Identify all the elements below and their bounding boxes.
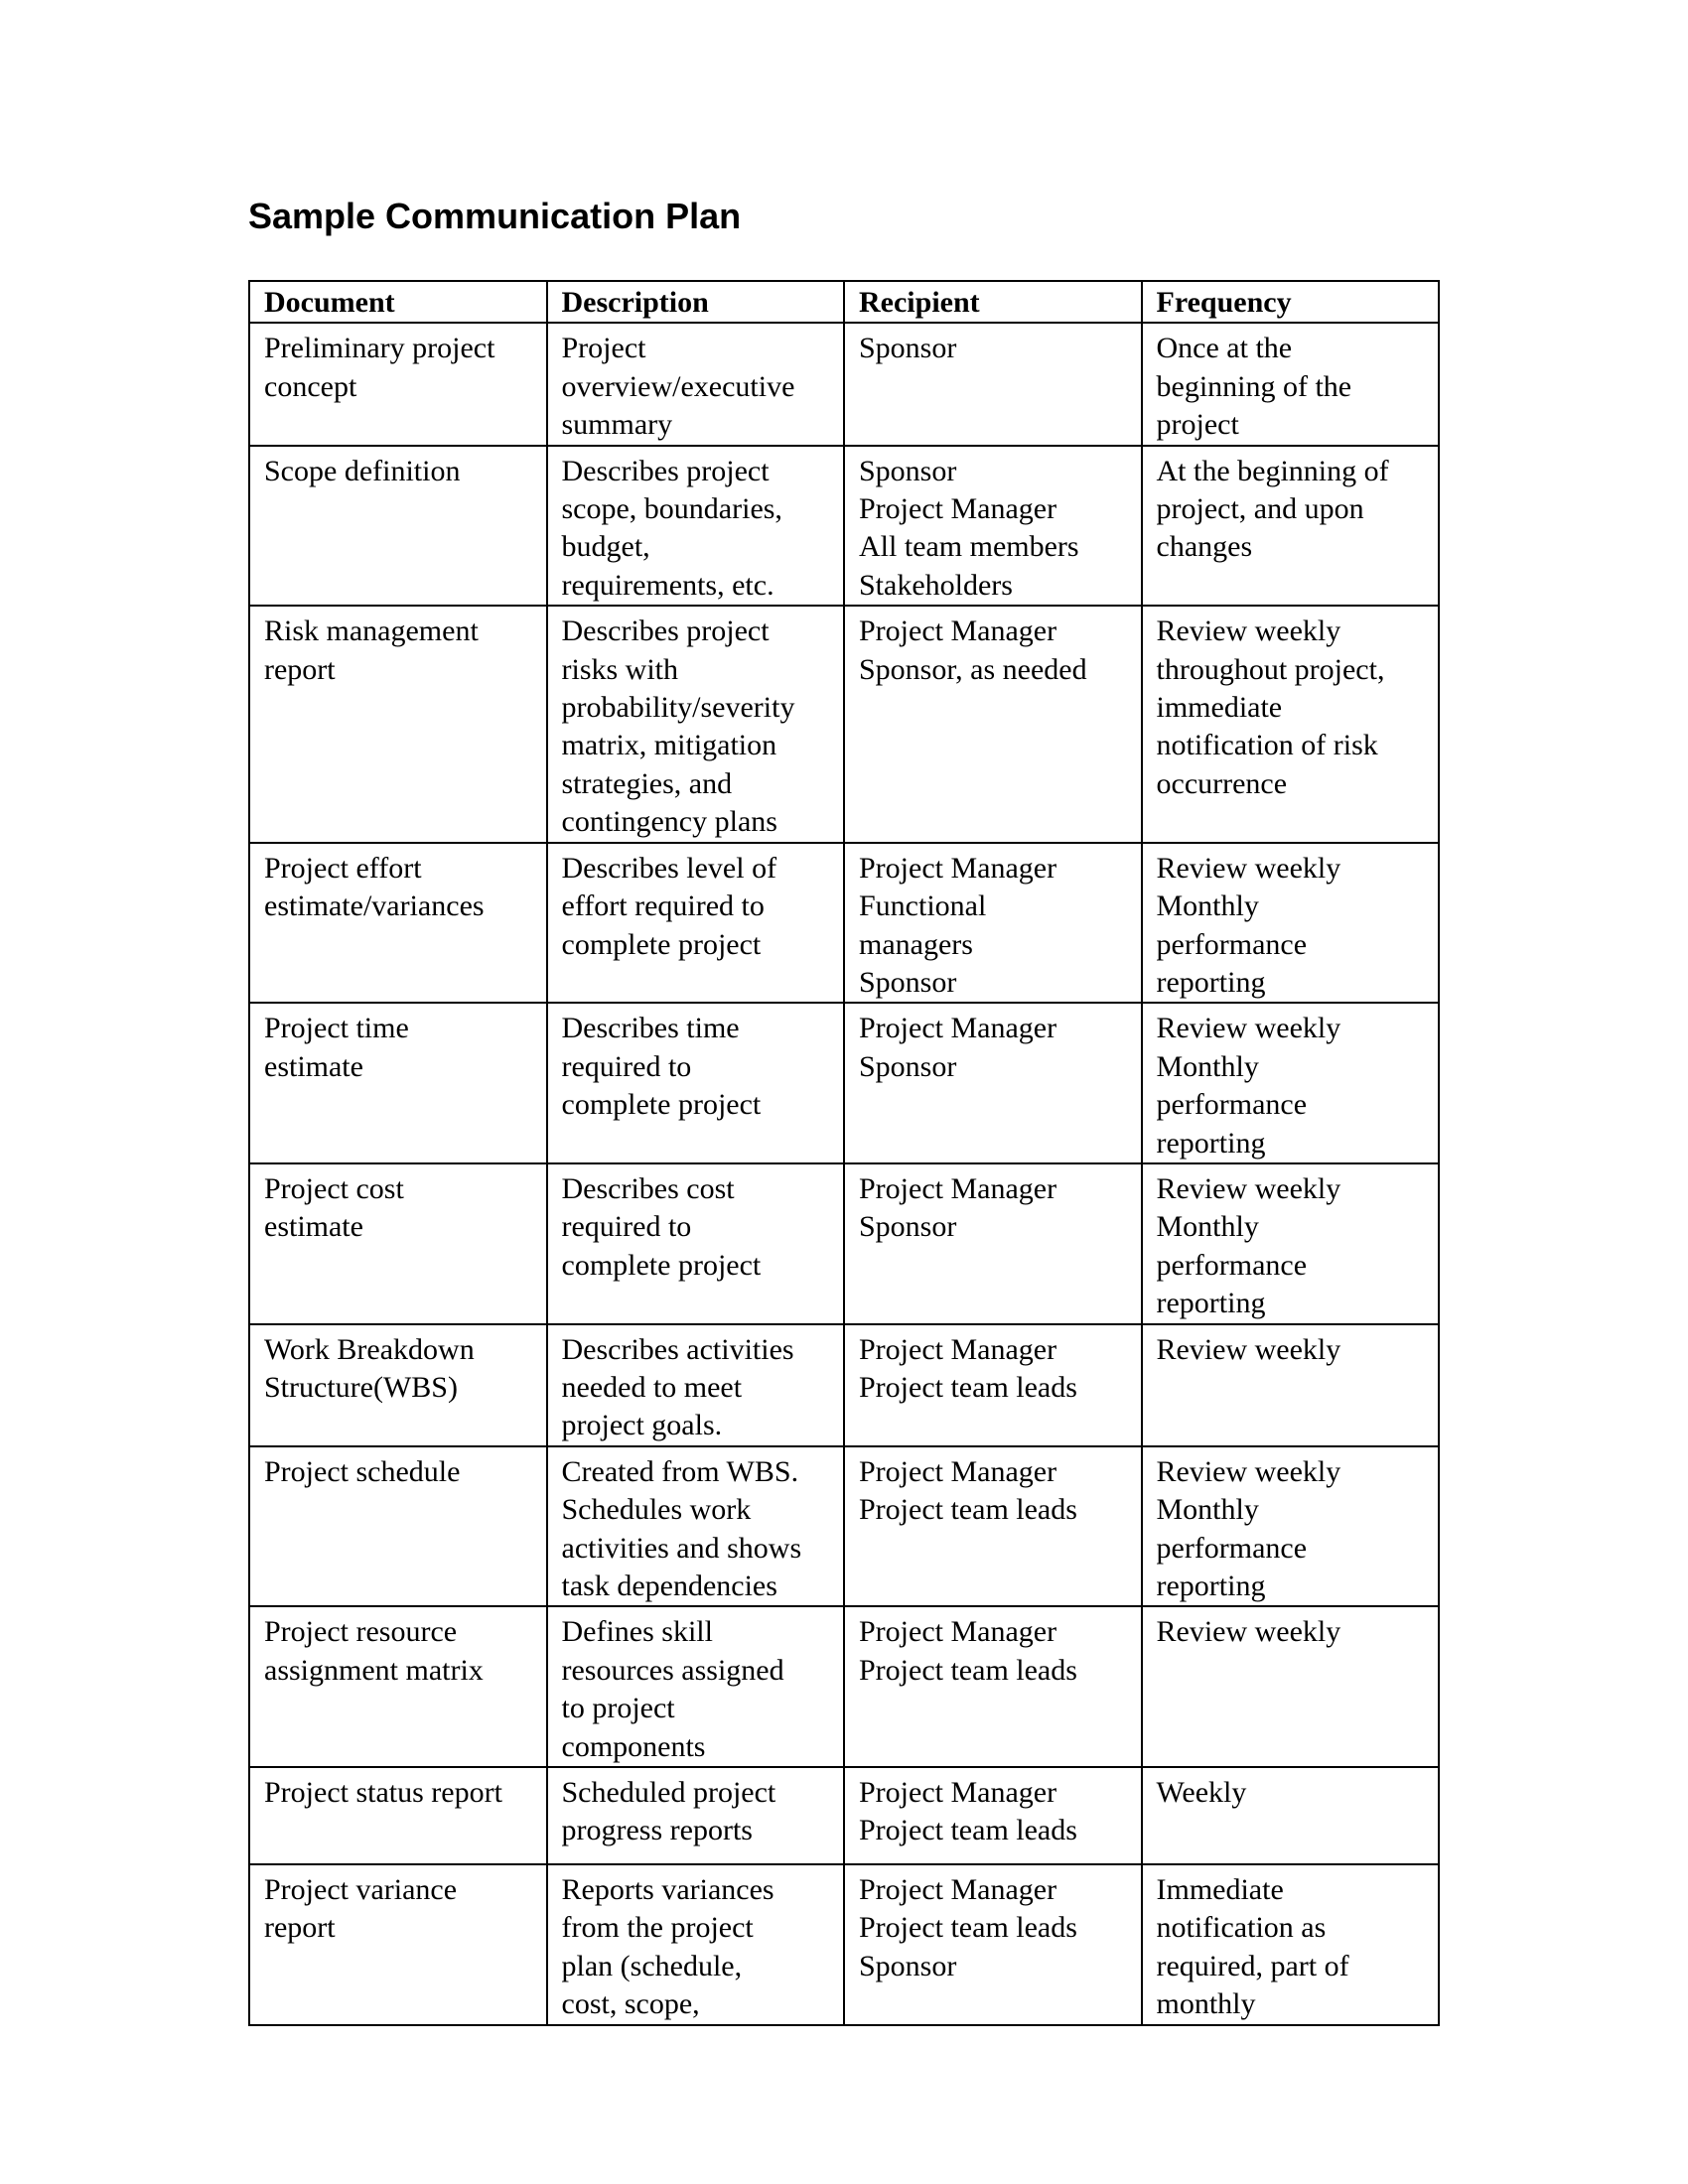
recipient-cell-line: Project Manager xyxy=(859,492,1057,526)
description-cell-line: risks with xyxy=(561,652,679,686)
frequency-cell-line: Immediate xyxy=(1156,1873,1284,1907)
description-cell-line: project goals. xyxy=(561,1409,723,1442)
frequency-cell xyxy=(1142,1003,1440,1163)
frequency-cell-line: monthly xyxy=(1156,1987,1256,2021)
table-row xyxy=(249,1606,1439,1767)
document-cell-line: Project status report xyxy=(264,1776,502,1810)
table-row xyxy=(249,446,1439,607)
description-cell-line: task dependencies xyxy=(561,1570,777,1602)
frequency-cell-line: Once at the xyxy=(1156,332,1293,365)
document-cell-line: report xyxy=(264,652,336,686)
description-cell-line: Describes project xyxy=(561,614,770,648)
document-cell-line: Risk management xyxy=(264,614,479,648)
frequency-cell-line: performance xyxy=(1156,1088,1308,1122)
table-row xyxy=(249,606,1439,842)
frequency-cell xyxy=(1142,606,1440,842)
frequency-cell-line: beginning of the xyxy=(1156,369,1352,403)
frequency-cell-line: reporting xyxy=(1156,1287,1266,1320)
description-cell-line: needed to meet xyxy=(561,1370,743,1404)
description-cell-line: progress reports xyxy=(561,1814,753,1847)
description-cell-line: effort required to xyxy=(561,889,765,923)
description-cell xyxy=(547,843,845,1004)
frequency-cell-line: immediate xyxy=(1156,691,1283,725)
recipient-cell xyxy=(844,446,1142,607)
frequency-cell xyxy=(1142,1767,1440,1864)
document-cell xyxy=(249,1864,547,2025)
document-cell xyxy=(249,1446,547,1607)
description-cell-line: plan (schedule, xyxy=(561,1949,743,1982)
recipient-cell-line: Sponsor xyxy=(859,965,957,999)
description-cell-line: Reports variances xyxy=(561,1873,774,1907)
frequency-cell xyxy=(1142,1446,1440,1607)
recipient-cell-line: Project team leads xyxy=(859,1911,1077,1945)
document-cell-line: report xyxy=(264,1911,336,1945)
description-cell xyxy=(547,1163,845,1324)
document-cell-line: estimate xyxy=(264,1049,363,1083)
recipient-cell xyxy=(844,606,1142,842)
description-cell xyxy=(547,1003,845,1163)
document-cell xyxy=(249,323,547,445)
recipient-cell-line: Project team leads xyxy=(859,1814,1077,1847)
document-cell xyxy=(249,606,547,842)
description-cell-line: budget, xyxy=(561,530,650,564)
frequency-cell xyxy=(1142,1606,1440,1767)
description-cell-line: cost, scope, xyxy=(561,1987,700,2021)
description-cell-line: required to xyxy=(561,1210,692,1244)
recipient-cell-line: Project team leads xyxy=(859,1653,1077,1687)
recipient-cell-line: All team members xyxy=(859,530,1079,564)
description-cell-line: components xyxy=(561,1729,706,1763)
recipient-cell xyxy=(844,1003,1142,1163)
frequency-cell-line: Review weekly xyxy=(1156,1615,1341,1649)
frequency-cell-line: required, part of xyxy=(1156,1949,1349,1982)
document-cell-line: Structure(WBS) xyxy=(264,1370,458,1404)
document-cell-line: estimate xyxy=(264,1210,363,1244)
recipient-cell-line: Project Manager xyxy=(859,1171,1057,1205)
frequency-cell-line: throughout project, xyxy=(1156,652,1385,686)
frequency-cell-line: project, and upon xyxy=(1156,492,1364,526)
document-cell xyxy=(249,1003,547,1163)
recipient-cell xyxy=(844,1767,1142,1864)
document-cell-line: assignment matrix xyxy=(264,1653,484,1687)
table-row xyxy=(249,1767,1439,1864)
recipient-cell-line: Project team leads xyxy=(859,1493,1077,1527)
description-cell-line: Defines skill xyxy=(561,1615,713,1649)
frequency-cell-line: Review weekly xyxy=(1156,614,1341,648)
recipient-cell-line: Project Manager xyxy=(859,1776,1057,1810)
recipient-cell xyxy=(844,1163,1142,1324)
description-cell-line: requirements, etc. xyxy=(561,568,774,602)
document-cell-line: concept xyxy=(264,369,357,403)
frequency-cell-line: reporting xyxy=(1156,1126,1266,1160)
recipient-cell-line: Project team leads xyxy=(859,1370,1077,1404)
table-header-row xyxy=(249,281,1439,323)
recipient-cell-line: Project Manager xyxy=(859,1454,1057,1488)
frequency-cell-line: Weekly xyxy=(1156,1776,1247,1810)
description-cell xyxy=(547,446,845,607)
document-cell xyxy=(249,843,547,1004)
column-header-description: Description xyxy=(547,281,845,323)
description-cell-line: Schedules work xyxy=(561,1493,752,1527)
description-cell xyxy=(547,1606,845,1767)
frequency-cell-line: Review weekly xyxy=(1156,851,1341,885)
document-cell-line: Project schedule xyxy=(264,1454,461,1488)
table-row xyxy=(249,1446,1439,1607)
document-cell xyxy=(249,1324,547,1446)
description-cell xyxy=(547,1767,845,1864)
description-cell xyxy=(547,323,845,445)
frequency-cell-line: Monthly xyxy=(1156,1210,1259,1244)
table-body xyxy=(249,323,1439,2024)
description-cell-line: Describes project xyxy=(561,454,770,487)
frequency-cell-line: Monthly xyxy=(1156,889,1259,923)
frequency-cell-line: changes xyxy=(1156,530,1253,564)
recipient-cell-line: Project Manager xyxy=(859,851,1057,885)
description-cell-line: probability/severity xyxy=(561,691,795,725)
table-row xyxy=(249,323,1439,445)
frequency-cell-line: performance xyxy=(1156,1248,1308,1282)
table-row xyxy=(249,1864,1439,2025)
document-cell-line: Preliminary project xyxy=(264,332,495,365)
recipient-cell xyxy=(844,323,1142,445)
recipient-cell-line: Sponsor xyxy=(859,1949,957,1982)
communication-plan-table xyxy=(248,280,1440,2026)
column-header-document: Document xyxy=(249,281,547,323)
document-cell-line: Project resource xyxy=(264,1615,458,1649)
frequency-cell-line: reporting xyxy=(1156,965,1266,999)
description-cell xyxy=(547,1446,845,1607)
frequency-cell-line: performance xyxy=(1156,927,1308,961)
frequency-cell-line: At the beginning of xyxy=(1156,454,1389,487)
recipient-cell-line: Project Manager xyxy=(859,1332,1057,1366)
description-cell-line: summary xyxy=(561,408,673,442)
recipient-cell-line: Project Manager xyxy=(859,614,1057,648)
description-cell xyxy=(547,1864,845,2025)
document-cell-line: Project cost xyxy=(264,1171,404,1205)
frequency-cell xyxy=(1142,1163,1440,1324)
description-cell-line: complete project xyxy=(561,927,762,961)
description-cell-line: strategies, and xyxy=(561,766,733,800)
document-cell-line: Project time xyxy=(264,1012,409,1045)
recipient-cell-line: Sponsor xyxy=(859,332,957,365)
recipient-cell-line: managers xyxy=(859,927,973,961)
description-cell-line: Describes cost xyxy=(561,1171,735,1205)
recipient-cell-line: Project Manager xyxy=(859,1615,1057,1649)
table-row xyxy=(249,843,1439,1004)
frequency-cell xyxy=(1142,843,1440,1004)
recipient-cell-line: Project Manager xyxy=(859,1873,1057,1907)
recipient-cell-line: Sponsor xyxy=(859,1049,957,1083)
description-cell-line: resources assigned xyxy=(561,1653,784,1687)
description-cell-line: complete project xyxy=(561,1088,762,1122)
frequency-cell-line: notification as xyxy=(1156,1911,1327,1945)
frequency-cell-line: Review weekly xyxy=(1156,1454,1341,1488)
column-header-recipient: Recipient xyxy=(844,281,1142,323)
frequency-cell-line: Monthly xyxy=(1156,1493,1259,1527)
table-row xyxy=(249,1163,1439,1324)
frequency-cell-line: Monthly xyxy=(1156,1049,1259,1083)
recipient-cell xyxy=(844,1606,1142,1767)
description-cell-line: from the project xyxy=(561,1911,754,1945)
recipient-cell-line: Functional xyxy=(859,889,987,923)
description-cell-line: Describes activities xyxy=(561,1332,794,1366)
document-cell-line: Project effort xyxy=(264,851,422,885)
recipient-cell-line: Sponsor xyxy=(859,1210,957,1244)
document-cell xyxy=(249,446,547,607)
description-cell-line: scope, boundaries, xyxy=(561,492,782,526)
table-row xyxy=(249,1324,1439,1446)
frequency-cell-line: Review weekly xyxy=(1156,1012,1341,1045)
recipient-cell xyxy=(844,843,1142,1004)
description-cell xyxy=(547,606,845,842)
description-cell-line: activities and shows xyxy=(561,1531,802,1565)
frequency-cell-line: Review weekly xyxy=(1156,1332,1341,1366)
description-cell-line: complete project xyxy=(561,1248,762,1282)
page-title: Sample Communication Plan xyxy=(248,196,742,236)
frequency-cell xyxy=(1142,446,1440,607)
document-cell-line: Work Breakdown xyxy=(264,1332,475,1366)
frequency-cell xyxy=(1142,1864,1440,2025)
table-row xyxy=(249,1003,1439,1163)
frequency-cell xyxy=(1142,1324,1440,1446)
frequency-cell xyxy=(1142,323,1440,445)
recipient-cell xyxy=(844,1446,1142,1607)
recipient-cell-line: Project Manager xyxy=(859,1012,1057,1045)
description-cell-line: Describes time xyxy=(561,1012,740,1045)
document-cell xyxy=(249,1606,547,1767)
document-cell-line: estimate/variances xyxy=(264,889,485,923)
description-cell-line: Scheduled project xyxy=(561,1776,776,1810)
description-cell-line: required to xyxy=(561,1049,692,1083)
document-cell xyxy=(249,1163,547,1324)
document-cell xyxy=(249,1767,547,1864)
frequency-cell-line: project xyxy=(1156,408,1239,442)
recipient-cell xyxy=(844,1324,1142,1446)
description-cell-line: Describes level of xyxy=(561,851,777,885)
column-header-frequency: Frequency xyxy=(1142,281,1440,323)
recipient-cell-line: Sponsor xyxy=(859,454,957,487)
document-cell-line: Project variance xyxy=(264,1873,458,1907)
recipient-cell xyxy=(844,1864,1142,2025)
frequency-cell-line: occurrence xyxy=(1156,766,1288,800)
description-cell-line: contingency plans xyxy=(561,805,777,839)
frequency-cell-line: Review weekly xyxy=(1156,1171,1341,1205)
document-cell-line: Scope definition xyxy=(264,454,461,487)
description-cell-line: overview/executive xyxy=(561,369,795,403)
description-cell-line: to project xyxy=(561,1692,675,1725)
frequency-cell-line: performance xyxy=(1156,1531,1308,1565)
recipient-cell-line: Sponsor, as needed xyxy=(859,652,1087,686)
frequency-cell-line: notification of risk xyxy=(1156,729,1378,762)
recipient-cell-line: Stakeholders xyxy=(859,568,1013,602)
description-cell-line: Created from WBS. xyxy=(561,1454,799,1488)
description-cell-line: matrix, mitigation xyxy=(561,729,777,762)
description-cell-line: Project xyxy=(561,332,646,365)
frequency-cell-line: reporting xyxy=(1156,1570,1266,1602)
description-cell xyxy=(547,1324,845,1446)
